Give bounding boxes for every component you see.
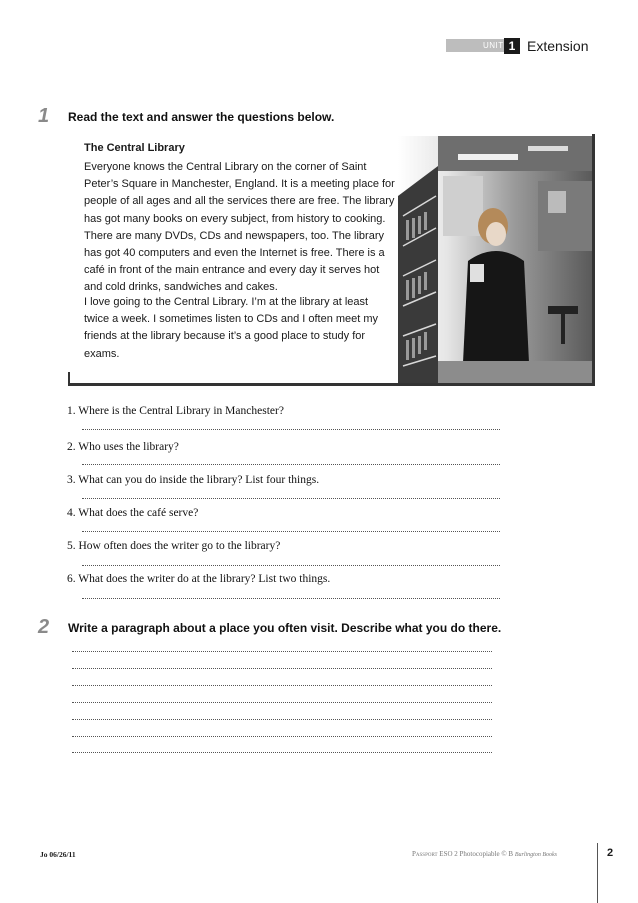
footer-book: Passport [412, 850, 438, 858]
answer-line-3[interactable] [82, 498, 500, 499]
answer-line-4[interactable] [82, 531, 500, 532]
unit-number: 1 [504, 38, 520, 54]
writing-line[interactable] [72, 702, 492, 703]
question-5: 5. How often does the writer go to the library? [67, 540, 281, 552]
answer-line-5[interactable] [82, 565, 500, 566]
exercise-1-number: 1 [38, 105, 50, 127]
answer-line-1[interactable] [82, 429, 500, 430]
exercise-1-instruction: Read the text and answer the questions below. [68, 110, 335, 124]
footer-publisher: Burlington Books [514, 852, 557, 858]
section-title: Extension [527, 38, 589, 54]
answer-line-2[interactable] [82, 464, 500, 465]
library-photo-image [398, 136, 592, 383]
question-3: 3. What can you do inside the library? List four things. [67, 474, 320, 486]
writing-line[interactable] [72, 719, 492, 720]
answer-line-6[interactable] [82, 598, 500, 599]
footer-credit [412, 850, 557, 858]
reading-paragraph-1: Everyone knows the Central Library on the corner of Saint Peter’s Square in Manchester, England. It is a meeting place for people of all ages and all the services there are free. The library has got many books on every subject, from history to cooking. There are many DVDs, CDs and newspapers, too. The library has got 40 computers and even the Internet is free. There is a café in front of the main entrance and every day it serves hot and cold drinks, sandwiches and cakes. [84, 161, 395, 294]
reading-title: The Central Library [84, 142, 185, 154]
writing-line[interactable] [72, 651, 492, 652]
footer-code: Jo 06/26/11 [40, 850, 76, 859]
page-number: 2 [607, 847, 614, 859]
unit-label: UNIT [483, 41, 504, 50]
reading-paragraph-2: I love going to the Central Library. I’m at the library at least twice a week. I sometimes listen to CDs and I often meet my friends at the library because it’s a good place to study for exams. [84, 296, 379, 360]
question-6: 6. What does the writer do at the library? List two things. [67, 573, 331, 585]
writing-line[interactable] [72, 736, 492, 737]
reading-box-corner [68, 372, 70, 386]
footer-rule [597, 843, 598, 903]
exercise-2-number: 2 [38, 616, 50, 638]
exercise-2-instruction: Write a paragraph about a place you often visit. Describe what you do there. [68, 621, 502, 635]
question-2: 2. Who uses the library? [67, 441, 179, 453]
library-photo [398, 136, 592, 383]
writing-line[interactable] [72, 752, 492, 753]
question-1: 1. Where is the Central Library in Manchester? [67, 405, 284, 417]
footer-credit-text: ESO 2 Photocopiable © B [439, 850, 514, 858]
question-4: 4. What does the café serve? [67, 507, 199, 519]
writing-line[interactable] [72, 685, 492, 686]
writing-line[interactable] [72, 668, 492, 669]
